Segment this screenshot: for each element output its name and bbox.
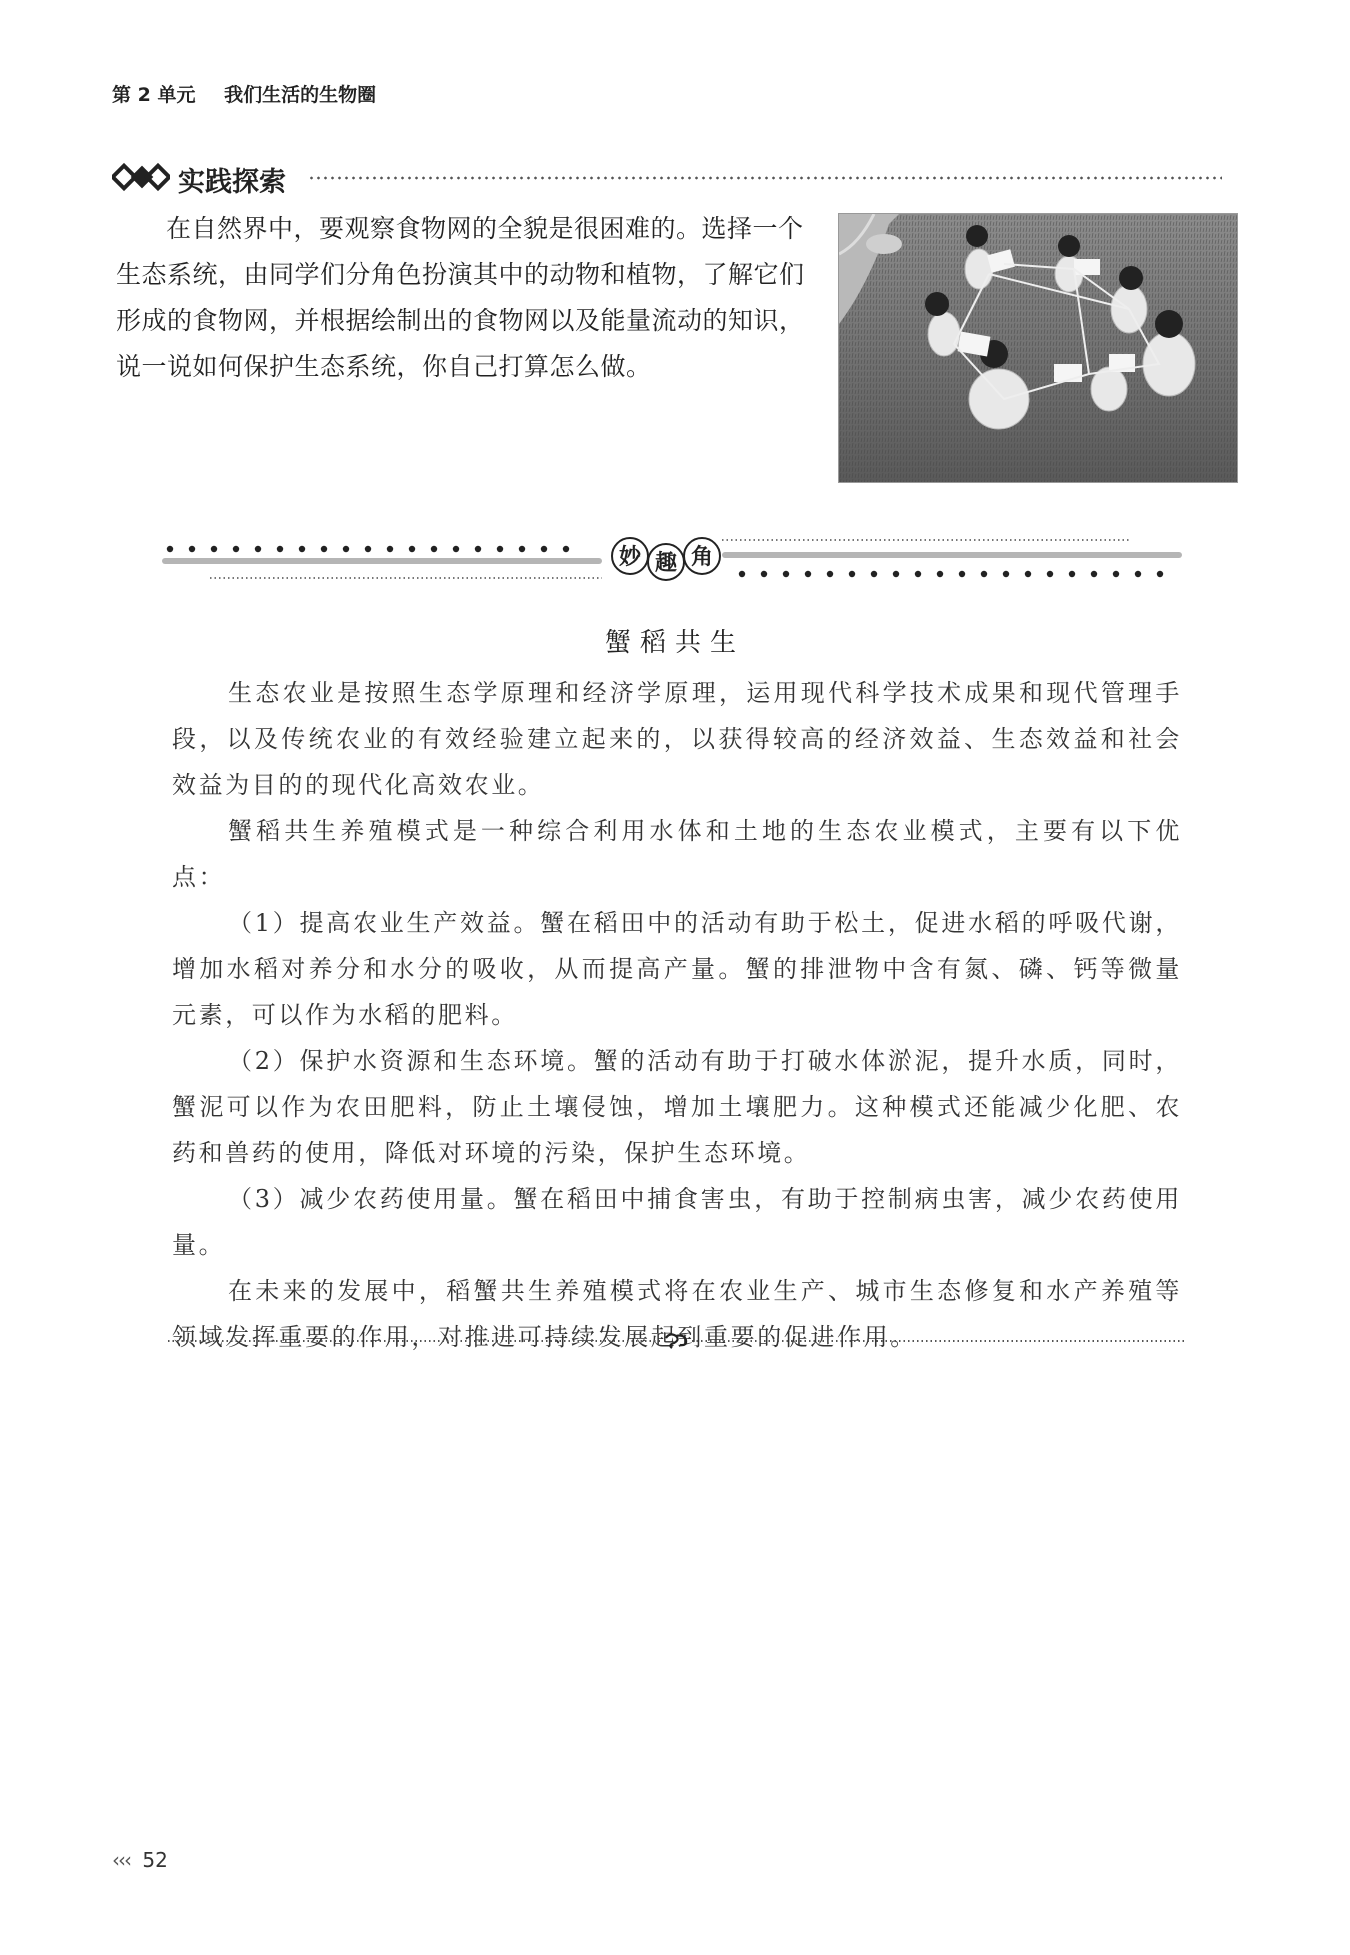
page-number: 52: [142, 1848, 168, 1872]
article-title: 蟹稻共生: [604, 628, 745, 658]
banner-char-1: 妙: [618, 545, 642, 570]
heading-dotted-rule: [308, 176, 1222, 180]
diamond-links-icon: [112, 162, 170, 192]
miaoqujiao-banner: [162, 530, 1192, 590]
unit-label: 第 2 单元: [112, 84, 196, 106]
page-footer: [112, 1848, 168, 1872]
practice-heading: [112, 158, 1222, 198]
swirl-ornament-icon: [666, 1334, 686, 1348]
chevrons-left-icon: ‹‹‹: [112, 1848, 130, 1872]
article-body: [172, 670, 1182, 1360]
practice-paragraph: 在自然界中，要观察食物网的全貌是很困难的。选择一个生态系统，由同学们分角色扮演其中的动物和植物，了解它们形成的食物网，并根据绘制出的食物网以及能量流动的知识，说一说如何保护生态系统，你自己打算怎么做。: [116, 214, 805, 381]
unit-title: 我们生活的生物圈: [224, 84, 377, 106]
article-paragraph-5: （3）减少农药使用量。蟹在稻田中捕食害虫，有助于控制病虫害，减少农药使用量。: [172, 1185, 1182, 1259]
practice-title: 实践探索: [178, 167, 286, 198]
end-ornament-rule: [168, 1330, 1186, 1350]
article-paragraph-4: （2）保护水资源和生态环境。蟹的活动有助于打破水体淤泥，提升水质，同时，蟹泥可以作为农田肥料，防止土壤侵蚀，增加土壤肥力。这种模式还能减少化肥、农药和兽药的使用，降低对环境的污染，保护生态环境。: [172, 1047, 1182, 1167]
banner-char-3: 角: [690, 545, 714, 570]
banner-char-2: 趣: [654, 551, 678, 576]
children-circle-photo: [838, 213, 1238, 483]
article-paragraph-3: （1）提高农业生产效益。蟹在稻田中的活动有助于松土，促进水稻的呼吸代谢，增加水稻对养分和水分的吸收，从而提高产量。蟹的排泄物中含有氮、磷、钙等微量元素，可以作为水稻的肥料。: [172, 909, 1182, 1029]
article-paragraph-2: 蟹稻共生养殖模式是一种综合利用水体和土地的生态农业模式，主要有以下优点：: [172, 817, 1182, 891]
article-paragraph-6: 在未来的发展中，稻蟹共生养殖模式将在农业生产、城市生态修复和水产养殖等领域发挥重要的作用，对推进可持续发展起到重要的促进作用。: [172, 1277, 1182, 1351]
running-header: [112, 80, 376, 107]
article-paragraph-1: 生态农业是按照生态学原理和经济学原理，运用现代科学技术成果和现代管理手段，以及传统农业的有效经验建立起来的，以获得较高的经济效益、生态效益和社会效益为目的的现代化高效农业。: [172, 679, 1182, 799]
